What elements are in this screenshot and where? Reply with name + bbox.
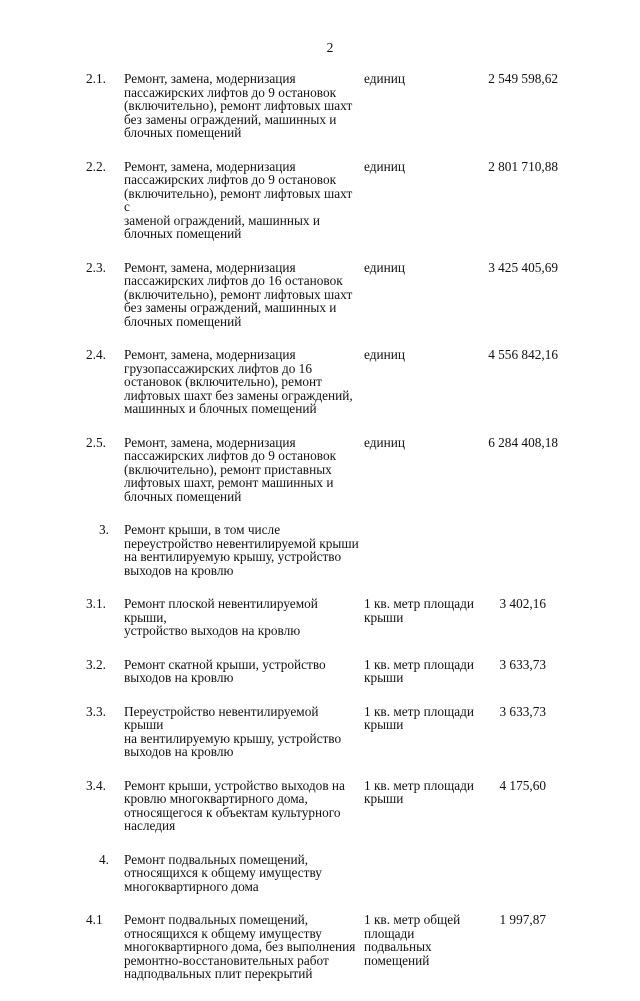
table-row xyxy=(0,658,640,685)
description-line: Ремонт скатной крыши, устройство xyxy=(124,656,326,672)
description-line: устройство выходов на кровлю xyxy=(124,623,301,638)
unit-line: 1 кв. метр площади xyxy=(364,596,475,611)
description-line: (включительно), ремонт приставных xyxy=(124,461,332,477)
row-cost: 4 175,60 xyxy=(499,777,546,793)
description-line: Ремонт подвальных помещений, xyxy=(124,912,309,927)
row-cost: 3 425 405,69 xyxy=(488,259,558,275)
row-description xyxy=(124,261,360,329)
row-number: 3.2. xyxy=(86,656,106,672)
row-description xyxy=(124,597,360,638)
description-line: выходов на кровлю xyxy=(124,670,234,685)
unit-line: крыши xyxy=(364,670,404,685)
description-line: относящегося к объектам культурного xyxy=(124,804,341,820)
table-row xyxy=(0,597,640,638)
table-row xyxy=(0,348,640,416)
row-number: 2.1. xyxy=(86,71,106,86)
unit-line: 1 кв. метр площади xyxy=(364,703,475,719)
description-line: надподвальных плит перекрытий xyxy=(124,966,313,981)
row-cost: 4 556 842,16 xyxy=(488,347,558,362)
unit-line: площади подвальных xyxy=(364,925,432,954)
description-line: переустройство невентилируемой крыши xyxy=(124,535,359,551)
row-number: 3.3. xyxy=(86,703,106,719)
unit-line: единиц xyxy=(364,434,405,450)
row-description xyxy=(124,779,360,833)
description-line: многоквартирного дома xyxy=(124,878,259,894)
row-cost: 3 633,73 xyxy=(499,656,546,672)
description-line: блочных помещений xyxy=(124,125,242,140)
description-line: Ремонт, замена, модернизация xyxy=(124,347,296,362)
description-line: кровлю многоквартирного дома, xyxy=(124,791,308,806)
table-row xyxy=(0,160,640,241)
row-description xyxy=(124,348,360,416)
description-line: относящихся к общему имуществу xyxy=(124,925,322,941)
description-line: (включительно), ремонт лифтовых шахт xyxy=(124,286,353,302)
description-line: (включительно), ремонт лифтовых шахт с xyxy=(124,185,353,214)
unit-line: крыши xyxy=(364,609,404,625)
description-line: Ремонт подвальных помещений, xyxy=(124,851,309,867)
description-line: (включительно), ремонт лифтовых шахт xyxy=(124,98,353,113)
unit-line: помещений xyxy=(364,952,430,968)
description-line: Ремонт крыши, в том числе xyxy=(124,522,281,537)
description-line: выходов на кровлю xyxy=(124,744,234,759)
row-number: 2.2. xyxy=(86,158,106,174)
row-number: 3.1. xyxy=(86,596,106,611)
row-cost: 3 402,16 xyxy=(499,596,546,611)
row-number: 2.5. xyxy=(86,434,106,450)
cost-table xyxy=(0,72,640,1001)
unit-line: единиц xyxy=(364,347,405,362)
description-line: блочных помещений xyxy=(124,226,242,241)
description-line: Ремонт, замена, модернизация xyxy=(124,158,296,174)
row-cost: 6 284 408,18 xyxy=(488,434,558,450)
unit-line: единиц xyxy=(364,259,405,275)
row-description xyxy=(124,853,360,894)
description-line: без замены ограждений, машинных и xyxy=(124,111,337,127)
description-line: наследия xyxy=(124,818,176,833)
description-line: остановок (включительно), ремонт xyxy=(124,374,322,389)
unit-line: крыши xyxy=(364,791,404,806)
row-number: 4.1 xyxy=(86,912,103,927)
description-line: пассажирских лифтов до 9 остановок xyxy=(124,172,337,187)
description-line: машинных и блочных помещений xyxy=(124,401,317,416)
page-number: 2 xyxy=(326,40,334,55)
row-number: 4. xyxy=(99,851,109,867)
description-line: блочных помещений xyxy=(124,313,242,329)
row-description xyxy=(124,705,360,759)
description-line: пассажирских лифтов до 9 остановок xyxy=(124,448,337,463)
row-description xyxy=(124,913,360,981)
description-line: на вентилируемую крышу, устройство xyxy=(124,549,342,564)
description-line: Ремонт, замена, модернизация xyxy=(124,71,296,86)
description-line: Ремонт, замена, модернизация xyxy=(124,434,296,450)
table-row xyxy=(0,261,640,329)
description-line: без замены ограждений, машинных и xyxy=(124,300,337,315)
description-line: ремонтно-восстановительных работ xyxy=(124,952,329,968)
unit-line: 1 кв. метр площади xyxy=(364,777,475,793)
description-line: грузопассажирских лифтов до 16 xyxy=(124,360,312,376)
row-number: 3. xyxy=(99,522,109,537)
table-row xyxy=(0,72,640,140)
row-number: 2.3. xyxy=(86,259,106,275)
description-line: на вентилируемую крышу, устройство xyxy=(124,730,342,746)
description-line: Ремонт, замена, модернизация xyxy=(124,259,296,275)
description-line: Переустройство невентилируемой крыши xyxy=(124,703,319,732)
row-number: 2.4. xyxy=(86,347,106,362)
row-cost: 2 801 710,88 xyxy=(488,158,558,174)
description-line: пассажирских лифтов до 9 остановок xyxy=(124,84,337,100)
description-line: многоквартирного дома, без выполнения xyxy=(124,939,356,954)
description-line: лифтовых шахт без замены ограждений, xyxy=(124,387,353,403)
description-line: Ремонт плоской невентилируемой крыши, xyxy=(124,596,318,625)
description-line: пассажирских лифтов до 16 остановок xyxy=(124,273,343,288)
description-line: Ремонт крыши, устройство выходов на xyxy=(124,777,345,793)
row-description xyxy=(124,658,360,685)
row-description xyxy=(124,72,360,140)
table-row xyxy=(0,523,640,577)
description-line: лифтовых шахт, ремонт машинных и xyxy=(124,475,334,490)
table-row xyxy=(0,436,640,504)
row-cost: 3 633,73 xyxy=(499,703,546,719)
description-line: блочных помещений xyxy=(124,488,242,504)
table-row xyxy=(0,853,640,894)
unit-line: 1 кв. метр площади xyxy=(364,656,475,672)
row-cost: 2 549 598,62 xyxy=(488,71,558,86)
description-line: выходов на кровлю xyxy=(124,562,234,578)
unit-line: крыши xyxy=(364,717,404,732)
table-row xyxy=(0,705,640,759)
row-description xyxy=(124,436,360,504)
row-number: 3.4. xyxy=(86,777,106,793)
description-line: заменой ограждений, машинных и xyxy=(124,212,321,228)
unit-line: единиц xyxy=(364,158,405,174)
description-line: относящихся к общему имуществу xyxy=(124,865,322,880)
row-description xyxy=(124,160,360,241)
row-cost: 1 997,87 xyxy=(499,912,546,927)
unit-line: единиц xyxy=(364,71,405,86)
row-description xyxy=(124,523,360,577)
unit-line: 1 кв. метр общей xyxy=(364,912,461,927)
table-row xyxy=(0,913,640,981)
table-row xyxy=(0,779,640,833)
